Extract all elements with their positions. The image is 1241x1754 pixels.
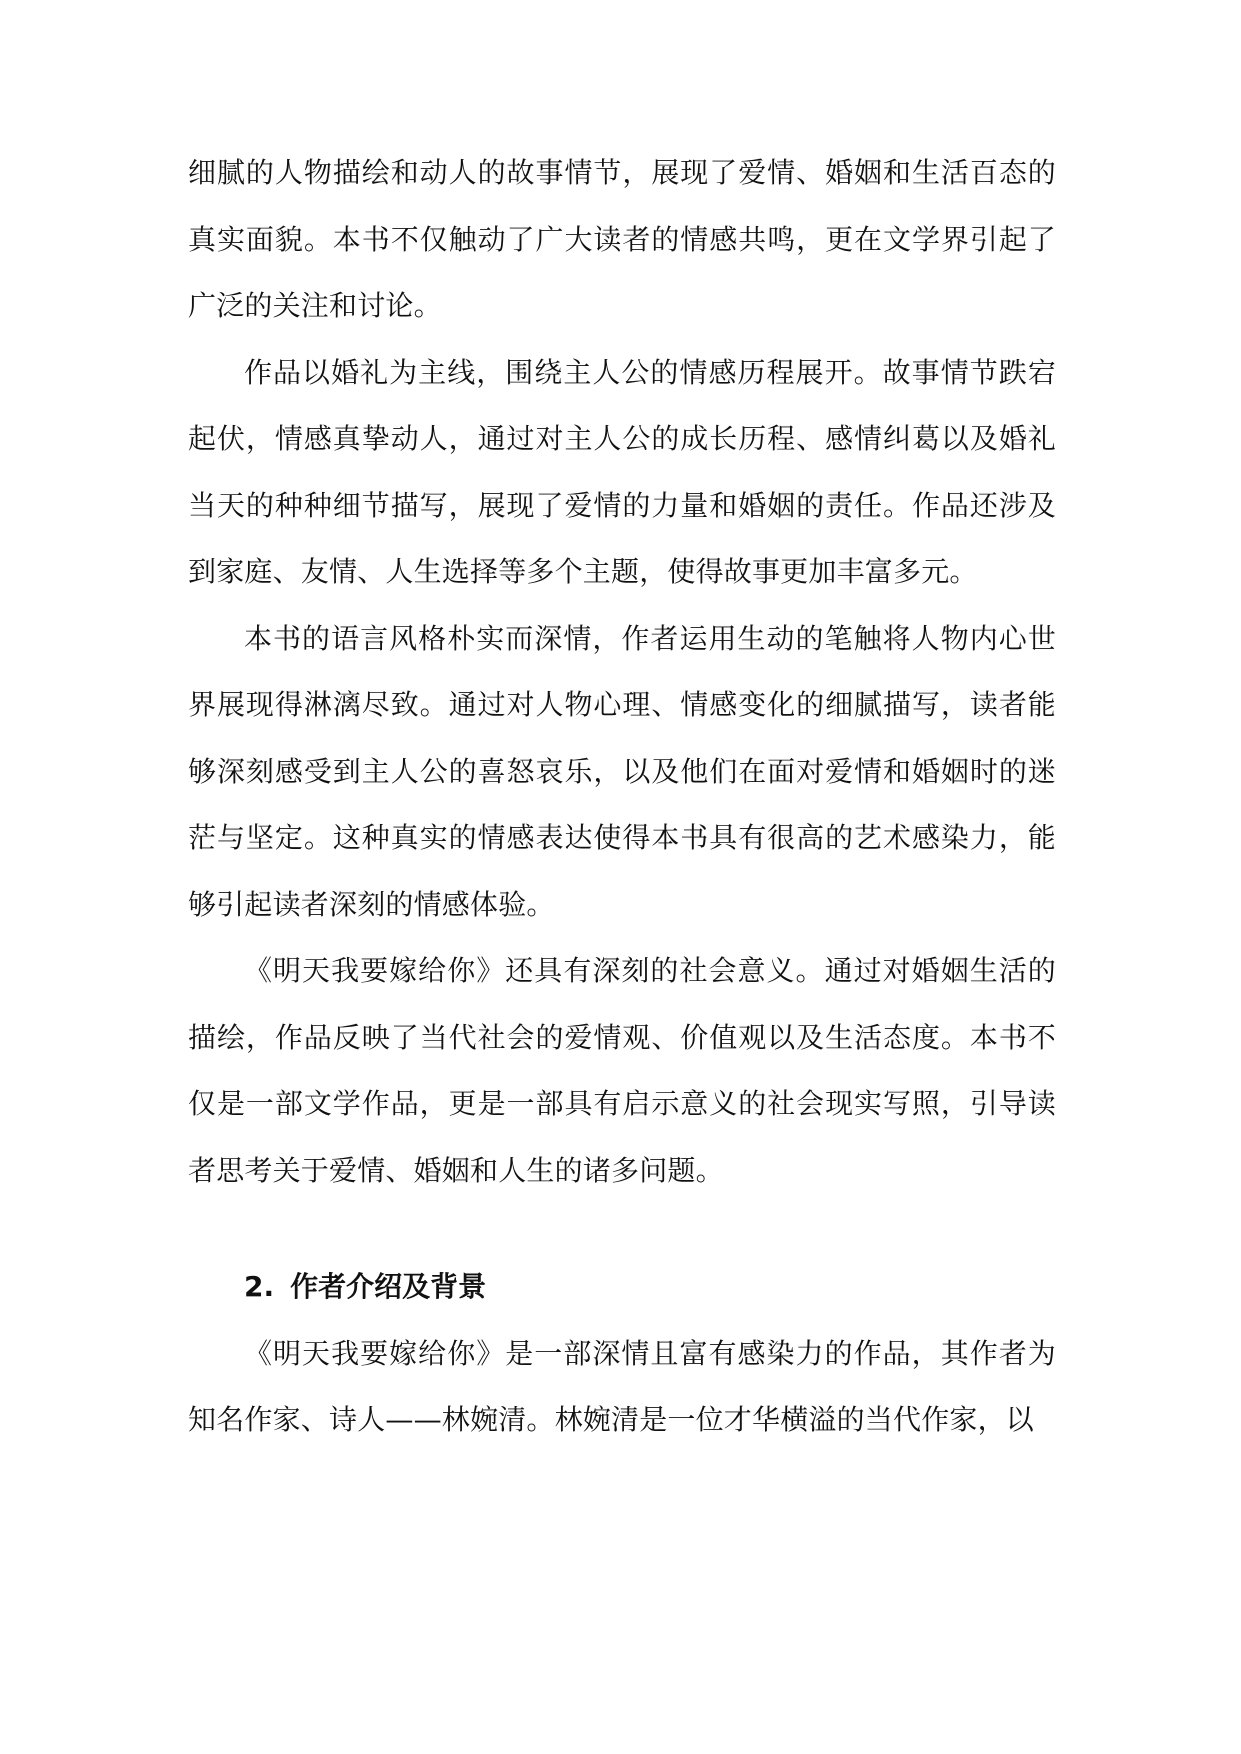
paragraph: 《明天我要嫁给你》是一部深情且富有感染力的作品，其作者为知名作家、诗人——林婉清。林婉清是一位才华横溢的当代作家，以 — [188, 1336, 1056, 1436]
paragraph: 细腻的人物描绘和动人的故事情节，展现了爱情、婚姻和生活百态的真实面貌。本书不仅触动了广大读者的情感共鸣，更在文学界引起了广泛的关注和讨论。 — [188, 156, 1056, 322]
section-number: 2. — [244, 1270, 275, 1303]
paragraph: 作品以婚礼为主线，围绕主人公的情感历程展开。故事情节跌宕起伏，情感真挚动人，通过对主人公的成长历程、感情纠葛以及婚礼当天的种种细节描写，展现了爱情的力量和婚姻的责任。作品还涉及到家庭、友情、人生选择等多个主题，使得故事更加丰富多元。 — [188, 355, 1056, 588]
section-heading — [188, 1254, 1056, 1321]
section-title: 作者介绍及背景 — [290, 1270, 487, 1303]
document-body — [188, 140, 1056, 1454]
paragraph: 《明天我要嫁给你》还具有深刻的社会意义。通过对婚姻生活的描绘，作品反映了当代社会的爱情观、价值观以及生活态度。本书不仅是一部文学作品，更是一部具有启示意义的社会现实写照，引导读者思考关于爱情、婚姻和人生的诸多问题。 — [188, 954, 1056, 1187]
paragraph: 本书的语言风格朴实而深情，作者运用生动的笔触将人物内心世界展现得淋漓尽致。通过对人物心理、情感变化的细腻描写，读者能够深刻感受到主人公的喜怒哀乐，以及他们在面对爱情和婚姻时的迷茫与坚定。这种真实的情感表达使得本书具有很高的艺术感染力，能够引起读者深刻的情感体验。 — [188, 621, 1056, 921]
